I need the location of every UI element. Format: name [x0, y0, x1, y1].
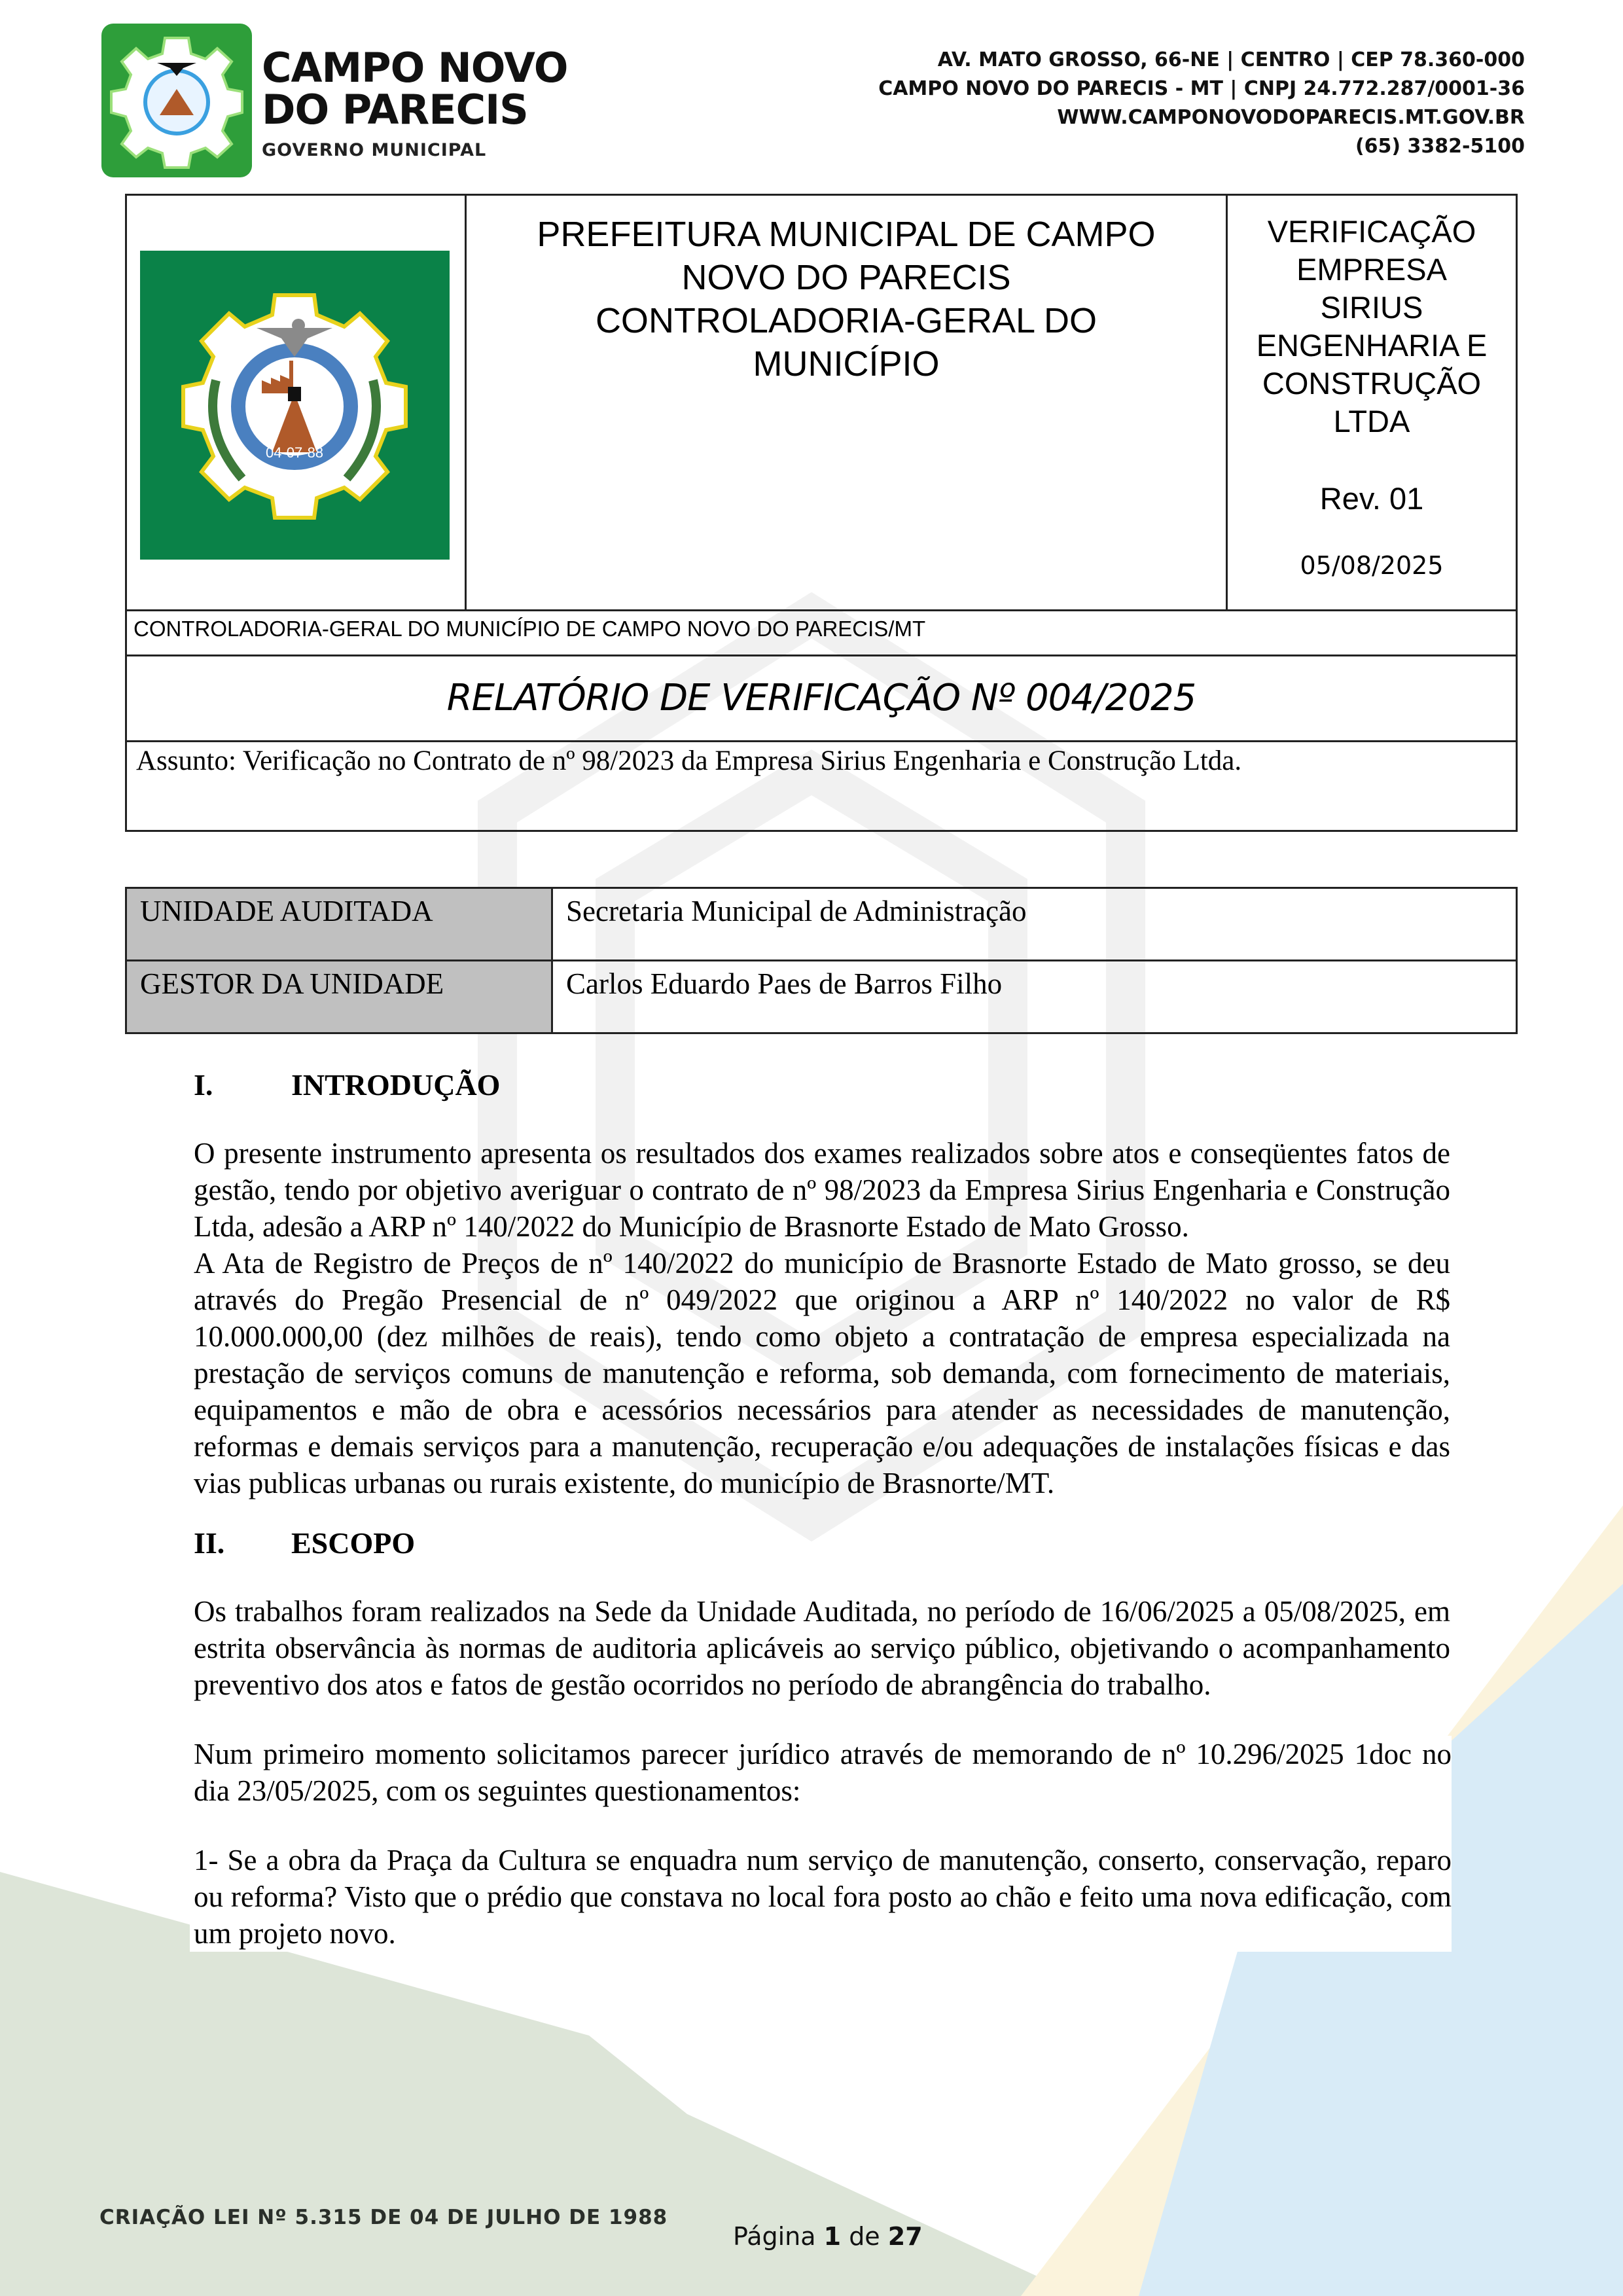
svg-text:04-07-88: 04-07-88	[265, 444, 324, 461]
section-heading-introduction	[194, 1067, 1450, 1103]
section-number: II.	[194, 1526, 225, 1560]
section-title: INTRODUÇÃO	[291, 1068, 501, 1102]
document-subject-line: SIRIUS	[1320, 290, 1423, 325]
document-subject-line: EMPRESA	[1296, 252, 1447, 287]
document-subject-line: ENGENHARIA E	[1256, 328, 1488, 363]
audited-unit-value: Secretaria Municipal de Administração	[552, 888, 1517, 961]
letterhead	[98, 24, 1525, 181]
scope-paragraph: Num primeiro momento solicitamos parecer jurídico através de memorando de nº 10.296/2025 1doc no dia 23/05/2025, com os seguintes questionamentos:	[194, 1738, 1452, 1807]
creation-law-footer: CRIAÇÃO LEI Nº 5.315 DE 04 DE JULHO DE 1988	[99, 2206, 668, 2229]
audited-unit-label: UNIDADE AUDITADA	[126, 888, 552, 961]
section-number: I.	[194, 1068, 213, 1102]
intro-paragraph: O presente instrumento apresenta os resultados dos exames realizados sobre atos e conseqüentes fatos de gestão, tendo por objetivo averiguar o contrato de nº 98/2023 da Empresa Sirius Engenharia e Construção Ltda, adesão a ARP nº 140/2022 do Município de Brasnorte Estado de Mato Grosso.	[194, 1137, 1450, 1243]
report-title: RELATÓRIO DE VERIFICAÇÃO Nº 004/2025	[126, 656, 1517, 742]
legal-question-item: 1- Se a obra da Praça da Cultura se enquadra num serviço de manutenção, conserto, conservação, reparo ou reforma? Visto que o prédio que constava no local fora posto ao chão e feito uma nova edificação, com um projeto novo.	[194, 1844, 1452, 1950]
page-total: 27	[887, 2222, 923, 2251]
institution-title-line: CONTROLADORIA-GERAL DO	[595, 301, 1097, 340]
unit-manager-value: Carlos Eduardo Paes de Barros Filho	[552, 961, 1517, 1033]
page-number	[733, 2222, 923, 2251]
website-line: WWW.CAMPONOVODOPARECIS.MT.GOV.BR	[1057, 106, 1525, 129]
revision-number: Rev. 01	[1319, 481, 1424, 516]
report-subject: Assunto: Verificação no Contrato de nº 98/2023 da Empresa Sirius Engenharia e Construção Ltda.	[126, 742, 1517, 831]
section-heading-scope	[194, 1525, 1450, 1562]
city-cnpj-line: CAMPO NOVO DO PARECIS - MT | CNPJ 24.772.287/0001-36	[878, 77, 1525, 100]
brand-name	[262, 44, 568, 160]
document-subject-line: VERIFICAÇÃO	[1267, 214, 1476, 249]
emblem-cell	[126, 195, 466, 611]
document-subject-line: LTDA	[1333, 404, 1410, 439]
table-row	[126, 888, 1517, 961]
page-prefix: Página	[733, 2222, 816, 2251]
audited-unit-table	[125, 887, 1518, 1034]
section-title: ESCOPO	[291, 1526, 416, 1560]
phone-line: (65) 3382-5100	[1355, 135, 1525, 158]
document-info-cell	[1227, 195, 1517, 611]
institution-title-line: MUNICÍPIO	[753, 344, 940, 384]
contact-address-block	[878, 46, 1525, 161]
table-row	[126, 961, 1517, 1033]
page-of: de	[849, 2222, 880, 2251]
municipal-coat-of-arms-icon	[101, 24, 252, 177]
brand-subtitle: GOVERNO MUNICIPAL	[262, 140, 487, 160]
institution-title-line: PREFEITURA MUNICIPAL DE CAMPO	[537, 215, 1156, 254]
department-name: CONTROLADORIA-GERAL DO MUNICÍPIO DE CAMPO NOVO DO PARECIS/MT	[126, 611, 1517, 656]
institution-title-line: NOVO DO PARECIS	[681, 258, 1011, 297]
scope-paragraph: Os trabalhos foram realizados na Sede da Unidade Auditada, no período de 16/06/2025 a 05/08/2025, em estrita observância às normas de auditoria aplicáveis ao serviço público, objetivando o acompanhamento preventivo dos atos e fatos de gestão ocorridos no período de abrangência do trabalho.	[194, 1595, 1450, 1701]
report-body	[194, 1067, 1450, 1952]
document-header-table	[125, 194, 1518, 832]
brand-line-2: DO PARECIS	[262, 86, 528, 134]
document-subject-line: CONSTRUÇÃO	[1262, 366, 1482, 401]
intro-paragraph: A Ata de Registro de Preços de nº 140/2022 do município de Brasnorte Estado de Mato grosso, se deu através do Pregão Presencial de nº 049/2022 que originou a ARP nº 140/2022 no valor de R$ 10.000.000,00 (dez milhões de reais), tendo como objeto a contratação de empresa especializada na prestação de serviços comuns de manutenção e reforma, sob demanda, com fornecimento de materiais, equipamentos e mão de obra e acessórios necessários para atender as necessidades de manutenção, reformas e demais serviços para a manutenção, recuperação e/ou adequações de instalações físicas e das vias publicas urbanas ou rurais existente, do município de Brasnorte/MT.	[194, 1247, 1450, 1499]
unit-manager-label: GESTOR DA UNIDADE	[126, 961, 552, 1033]
municipal-coat-of-arms-icon	[140, 251, 450, 560]
page-current: 1	[823, 2222, 842, 2251]
institution-title-cell	[466, 195, 1227, 611]
address-line: AV. MATO GROSSO, 66-NE | CENTRO | CEP 78.360-000	[937, 48, 1525, 71]
document-date: 05/08/2025	[1300, 551, 1444, 580]
brand-line-1: CAMPO NOVO	[262, 44, 568, 92]
legal-question-block	[190, 1736, 1452, 1952]
